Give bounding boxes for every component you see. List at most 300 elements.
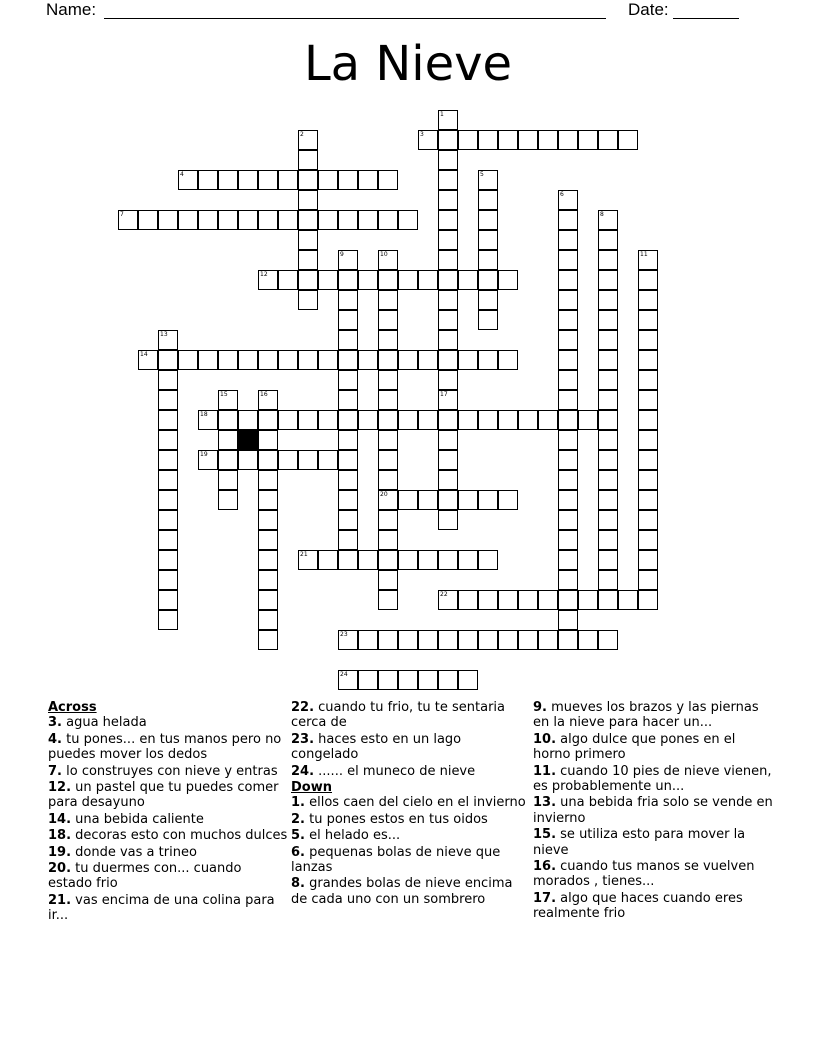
grid-cell[interactable]	[478, 230, 498, 250]
grid-cell[interactable]	[258, 270, 278, 290]
grid-cell[interactable]	[638, 570, 658, 590]
grid-cell[interactable]	[558, 470, 578, 490]
grid-cell[interactable]	[338, 450, 358, 470]
grid-cell[interactable]	[578, 410, 598, 430]
grid-cell[interactable]	[378, 570, 398, 590]
grid-cell[interactable]	[438, 170, 458, 190]
clue-number: 17	[440, 391, 448, 398]
grid-cell[interactable]	[598, 310, 618, 330]
grid-cell[interactable]	[438, 210, 458, 230]
grid-cell[interactable]	[598, 410, 618, 430]
grid-cell[interactable]	[198, 450, 218, 470]
grid-cell[interactable]	[438, 390, 458, 410]
grid-cell[interactable]	[478, 590, 498, 610]
grid-cell[interactable]	[378, 450, 398, 470]
grid-cell[interactable]	[438, 150, 458, 170]
grid-cell[interactable]	[498, 490, 518, 510]
grid-cell[interactable]	[258, 470, 278, 490]
grid-cell[interactable]	[258, 590, 278, 610]
grid-cell[interactable]	[338, 430, 358, 450]
grid-cell[interactable]	[498, 630, 518, 650]
grid-cell[interactable]	[238, 410, 258, 430]
grid-cell[interactable]	[338, 270, 358, 290]
grid-cell[interactable]	[478, 190, 498, 210]
grid-cell[interactable]	[438, 630, 458, 650]
grid-cell[interactable]	[158, 530, 178, 550]
grid-cell[interactable]	[378, 170, 398, 190]
grid-cell[interactable]	[158, 590, 178, 610]
grid-cell[interactable]	[458, 550, 478, 570]
grid-cell[interactable]	[258, 350, 278, 370]
grid-cell[interactable]	[478, 290, 498, 310]
grid-cell[interactable]	[598, 230, 618, 250]
grid-cell[interactable]	[198, 170, 218, 190]
grid-cell[interactable]	[558, 230, 578, 250]
grid-cell[interactable]	[278, 410, 298, 430]
grid-cell[interactable]	[438, 290, 458, 310]
grid-cell[interactable]	[598, 270, 618, 290]
grid-cell[interactable]	[298, 170, 318, 190]
grid-cell[interactable]	[418, 350, 438, 370]
grid-cell[interactable]	[598, 590, 618, 610]
grid-cell[interactable]	[478, 270, 498, 290]
grid-cell[interactable]	[418, 550, 438, 570]
grid-cell[interactable]	[398, 630, 418, 650]
grid-cell[interactable]	[558, 390, 578, 410]
grid-cell[interactable]	[638, 510, 658, 530]
grid-cell[interactable]	[238, 350, 258, 370]
grid-cell[interactable]	[158, 330, 178, 350]
grid-cell[interactable]	[638, 290, 658, 310]
clue-number: 2	[300, 131, 304, 138]
grid-cell[interactable]	[418, 130, 438, 150]
grid-cell[interactable]	[218, 210, 238, 230]
grid-cell[interactable]	[638, 450, 658, 470]
grid-cell[interactable]	[558, 250, 578, 270]
grid-cell[interactable]	[418, 490, 438, 510]
grid-cell[interactable]	[358, 410, 378, 430]
grid-cell[interactable]	[378, 210, 398, 230]
grid-cell[interactable]	[638, 390, 658, 410]
grid-cell[interactable]	[238, 170, 258, 190]
clue-number: 16.	[533, 859, 557, 875]
grid-cell[interactable]	[258, 170, 278, 190]
grid-cell[interactable]	[258, 630, 278, 650]
grid-cell[interactable]	[498, 130, 518, 150]
grid-cell[interactable]	[638, 350, 658, 370]
grid-cell[interactable]	[558, 530, 578, 550]
grid-cell[interactable]	[638, 330, 658, 350]
grid-cell[interactable]	[138, 210, 158, 230]
clue-number: 24.	[291, 763, 315, 779]
grid-cell[interactable]	[638, 430, 658, 450]
grid-cell[interactable]	[618, 130, 638, 150]
grid-cell[interactable]	[438, 450, 458, 470]
grid-cell[interactable]	[558, 350, 578, 370]
grid-cell[interactable]	[218, 490, 238, 510]
grid-cell[interactable]	[158, 490, 178, 510]
grid-cell[interactable]	[558, 410, 578, 430]
grid-cell[interactable]	[638, 590, 658, 610]
grid-cell[interactable]	[438, 110, 458, 130]
grid-cell[interactable]	[458, 410, 478, 430]
grid-cell[interactable]	[638, 310, 658, 330]
grid-cell[interactable]	[478, 130, 498, 150]
grid-cell[interactable]	[378, 630, 398, 650]
grid-cell[interactable]	[438, 430, 458, 450]
grid-cell[interactable]	[598, 490, 618, 510]
grid-cell[interactable]	[378, 290, 398, 310]
grid-cell[interactable]	[438, 590, 458, 610]
grid-cell[interactable]	[478, 250, 498, 270]
grid-cell[interactable]	[578, 630, 598, 650]
grid-cell[interactable]	[438, 470, 458, 490]
grid-cell[interactable]	[338, 290, 358, 310]
grid-cell[interactable]	[218, 350, 238, 370]
grid-cell[interactable]	[598, 470, 618, 490]
grid-cell[interactable]	[438, 130, 458, 150]
grid-cell[interactable]	[558, 450, 578, 470]
grid-cell[interactable]	[558, 430, 578, 450]
grid-cell[interactable]	[298, 270, 318, 290]
grid-cell[interactable]	[558, 570, 578, 590]
grid-cell[interactable]	[478, 490, 498, 510]
grid-cell[interactable]	[538, 590, 558, 610]
grid-cell[interactable]	[218, 390, 238, 410]
grid-cell[interactable]	[398, 270, 418, 290]
grid-cell[interactable]	[438, 550, 458, 570]
grid-cell[interactable]	[318, 450, 338, 470]
grid-cell[interactable]	[558, 310, 578, 330]
grid-cell[interactable]	[338, 330, 358, 350]
grid-cell[interactable]	[158, 610, 178, 630]
grid-cell[interactable]	[318, 550, 338, 570]
grid-cell[interactable]	[358, 550, 378, 570]
grid-cell[interactable]	[558, 270, 578, 290]
grid-cell[interactable]	[598, 250, 618, 270]
clue-number: 7	[120, 211, 124, 218]
grid-cell[interactable]	[378, 470, 398, 490]
grid-cell[interactable]	[298, 290, 318, 310]
grid-cell[interactable]	[438, 230, 458, 250]
grid-cell[interactable]	[458, 490, 478, 510]
grid-cell[interactable]	[638, 410, 658, 430]
grid-cell[interactable]	[318, 410, 338, 430]
grid-cell[interactable]	[158, 390, 178, 410]
grid-cell[interactable]	[478, 350, 498, 370]
grid-cell[interactable]	[438, 510, 458, 530]
grid-cell[interactable]	[638, 250, 658, 270]
grid-cell[interactable]	[578, 590, 598, 610]
grid-cell[interactable]	[638, 270, 658, 290]
grid-cell[interactable]	[438, 270, 458, 290]
grid-cell[interactable]	[598, 290, 618, 310]
grid-cell[interactable]	[158, 510, 178, 530]
grid-cell[interactable]	[158, 550, 178, 570]
grid-cell[interactable]	[258, 510, 278, 530]
grid-cell[interactable]	[378, 350, 398, 370]
grid-cell[interactable]	[378, 330, 398, 350]
grid-cell[interactable]	[398, 410, 418, 430]
grid-cell[interactable]	[638, 470, 658, 490]
grid-cell[interactable]	[438, 490, 458, 510]
grid-cell[interactable]	[638, 370, 658, 390]
grid-cell[interactable]	[338, 410, 358, 430]
grid-cell[interactable]	[258, 570, 278, 590]
clue-number: 14	[140, 351, 148, 358]
grid-cell[interactable]	[358, 630, 378, 650]
grid-cell[interactable]	[338, 170, 358, 190]
grid-cell[interactable]	[338, 370, 358, 390]
grid-cell[interactable]	[298, 210, 318, 230]
grid-cell[interactable]	[558, 550, 578, 570]
grid-cell[interactable]	[458, 590, 478, 610]
grid-cell[interactable]	[598, 350, 618, 370]
grid-cell[interactable]	[438, 350, 458, 370]
grid-cell[interactable]	[558, 190, 578, 210]
grid-cell[interactable]	[258, 530, 278, 550]
grid-cell[interactable]	[338, 390, 358, 410]
grid-cell[interactable]	[158, 450, 178, 470]
grid-cell[interactable]	[418, 630, 438, 650]
grid-cell[interactable]	[338, 470, 358, 490]
grid-cell[interactable]	[458, 630, 478, 650]
grid-cell[interactable]	[598, 370, 618, 390]
grid-cell[interactable]	[558, 130, 578, 150]
grid-cell[interactable]	[378, 370, 398, 390]
grid-cell[interactable]	[278, 270, 298, 290]
grid-cell[interactable]	[158, 410, 178, 430]
grid-cell[interactable]	[478, 410, 498, 430]
grid-cell[interactable]	[518, 630, 538, 650]
grid-cell[interactable]	[158, 470, 178, 490]
grid-cell[interactable]	[378, 590, 398, 610]
grid-cell[interactable]	[498, 590, 518, 610]
grid-cell[interactable]	[218, 410, 238, 430]
grid-cell[interactable]	[258, 450, 278, 470]
grid-cell[interactable]	[458, 350, 478, 370]
grid-cell[interactable]	[378, 530, 398, 550]
grid-cell[interactable]	[518, 410, 538, 430]
grid-cell[interactable]	[498, 350, 518, 370]
grid-cell[interactable]	[298, 410, 318, 430]
grid-cell[interactable]	[558, 610, 578, 630]
grid-cell[interactable]	[398, 550, 418, 570]
grid-cell[interactable]	[598, 630, 618, 650]
grid-cell[interactable]	[378, 250, 398, 270]
grid-cell[interactable]	[158, 430, 178, 450]
grid-cell[interactable]	[278, 350, 298, 370]
grid-cell[interactable]	[598, 330, 618, 350]
grid-cell[interactable]	[218, 470, 238, 490]
grid-cell[interactable]	[338, 510, 358, 530]
clue-number: 10	[380, 251, 388, 258]
grid-cell[interactable]	[218, 430, 238, 450]
grid-cell[interactable]	[558, 590, 578, 610]
grid-cell[interactable]	[578, 130, 598, 150]
grid-cell[interactable]	[278, 170, 298, 190]
grid-cell[interactable]	[258, 410, 278, 430]
grid-cell[interactable]	[598, 570, 618, 590]
grid-cell[interactable]	[458, 270, 478, 290]
grid-cell[interactable]	[438, 410, 458, 430]
grid-cell[interactable]	[198, 210, 218, 230]
grid-cell[interactable]	[338, 210, 358, 230]
grid-cell[interactable]	[378, 430, 398, 450]
grid-cell[interactable]	[558, 510, 578, 530]
grid-cell[interactable]	[378, 490, 398, 510]
clue-text: ...... el muneco de nieve	[314, 763, 476, 779]
grid-cell[interactable]	[378, 410, 398, 430]
grid-cell[interactable]	[438, 310, 458, 330]
clue-number: 22	[440, 591, 448, 598]
grid-cell[interactable]	[358, 350, 378, 370]
grid-cell[interactable]	[598, 210, 618, 230]
grid-cell[interactable]	[258, 430, 278, 450]
grid-cell[interactable]	[398, 210, 418, 230]
grid-cell[interactable]	[338, 530, 358, 550]
grid-cell[interactable]	[338, 670, 358, 690]
grid-cell[interactable]	[278, 450, 298, 470]
grid-cell[interactable]	[538, 630, 558, 650]
grid-cell[interactable]	[538, 410, 558, 430]
grid-cell[interactable]	[558, 490, 578, 510]
grid-cell[interactable]	[478, 170, 498, 190]
grid-cell[interactable]	[438, 330, 458, 350]
grid-cell[interactable]	[418, 410, 438, 430]
grid-cell[interactable]	[298, 190, 318, 210]
grid-cell[interactable]	[298, 450, 318, 470]
grid-cell[interactable]	[558, 290, 578, 310]
grid-cell[interactable]	[378, 270, 398, 290]
grid-cell[interactable]	[318, 270, 338, 290]
grid-cell[interactable]	[458, 130, 478, 150]
grid-cell[interactable]	[498, 410, 518, 430]
grid-cell[interactable]	[358, 210, 378, 230]
grid-cell[interactable]	[338, 490, 358, 510]
grid-cell[interactable]	[258, 550, 278, 570]
grid-cell[interactable]	[518, 130, 538, 150]
grid-cell[interactable]	[298, 230, 318, 250]
grid-cell[interactable]	[478, 210, 498, 230]
grid-cell[interactable]	[278, 210, 298, 230]
grid-cell[interactable]	[478, 550, 498, 570]
grid-cell[interactable]	[318, 210, 338, 230]
grid-cell[interactable]	[298, 350, 318, 370]
grid-cell[interactable]	[338, 310, 358, 330]
grid-cell[interactable]	[438, 250, 458, 270]
grid-cell[interactable]	[458, 670, 478, 690]
grid-cell[interactable]	[338, 630, 358, 650]
grid-cell[interactable]	[598, 510, 618, 530]
grid-cell[interactable]	[158, 370, 178, 390]
clue-text: pequenas bolas de nieve que lanzas	[291, 844, 501, 876]
grid-cell[interactable]	[618, 590, 638, 610]
grid-cell[interactable]	[158, 570, 178, 590]
grid-cell[interactable]	[598, 430, 618, 450]
grid-cell[interactable]	[258, 490, 278, 510]
clue-number: 12.	[48, 780, 72, 796]
grid-cell[interactable]	[298, 130, 318, 150]
grid-cell[interactable]	[558, 330, 578, 350]
grid-cell[interactable]	[158, 210, 178, 230]
grid-cell[interactable]	[638, 550, 658, 570]
grid-cell[interactable]	[338, 250, 358, 270]
grid-cell[interactable]	[338, 550, 358, 570]
grid-cell[interactable]	[538, 130, 558, 150]
grid-cell[interactable]	[358, 270, 378, 290]
grid-cell[interactable]	[318, 350, 338, 370]
grid-cell[interactable]	[598, 450, 618, 470]
grid-cell[interactable]	[238, 210, 258, 230]
clue	[48, 845, 288, 860]
grid-cell[interactable]	[178, 350, 198, 370]
clue-text: lo construyes con nieve y entras	[61, 763, 278, 779]
grid-cell[interactable]	[298, 250, 318, 270]
grid-cell[interactable]	[558, 630, 578, 650]
grid-cell[interactable]	[378, 310, 398, 330]
grid-cell[interactable]	[398, 670, 418, 690]
grid-cell[interactable]	[418, 670, 438, 690]
grid-cell[interactable]	[218, 170, 238, 190]
grid-cell[interactable]	[258, 610, 278, 630]
grid-cell[interactable]	[478, 630, 498, 650]
grid-cell[interactable]	[118, 210, 138, 230]
grid-cell[interactable]	[298, 150, 318, 170]
grid-cell[interactable]	[178, 210, 198, 230]
grid-cell[interactable]	[498, 270, 518, 290]
grid-cell[interactable]	[178, 170, 198, 190]
grid-cell[interactable]	[398, 350, 418, 370]
grid-cell[interactable]	[398, 490, 418, 510]
grid-cell[interactable]	[418, 270, 438, 290]
grid-cell[interactable]	[378, 550, 398, 570]
grid-cell[interactable]	[438, 370, 458, 390]
grid-cell[interactable]	[478, 310, 498, 330]
grid-cell[interactable]	[558, 370, 578, 390]
grid-cell[interactable]	[138, 350, 158, 370]
grid-cell[interactable]	[598, 550, 618, 570]
grid-cell[interactable]	[598, 130, 618, 150]
grid-cell[interactable]	[558, 210, 578, 230]
grid-cell[interactable]	[218, 450, 238, 470]
clue-text: haces esto en un lago congelado	[291, 731, 462, 763]
grid-cell[interactable]	[518, 590, 538, 610]
grid-cell[interactable]	[338, 350, 358, 370]
grid-cell[interactable]	[258, 390, 278, 410]
grid-cell[interactable]	[438, 670, 458, 690]
grid-cell[interactable]	[638, 530, 658, 550]
grid-cell[interactable]	[238, 450, 258, 470]
grid-cell[interactable]	[158, 350, 178, 370]
clue	[291, 876, 531, 907]
grid-cell[interactable]	[378, 390, 398, 410]
grid-cell[interactable]	[298, 550, 318, 570]
grid-cell[interactable]	[638, 490, 658, 510]
grid-cell[interactable]	[438, 190, 458, 210]
grid-cell[interactable]	[358, 670, 378, 690]
grid-cell[interactable]	[598, 530, 618, 550]
grid-cell[interactable]	[358, 170, 378, 190]
grid-cell[interactable]	[318, 170, 338, 190]
grid-cell[interactable]	[258, 210, 278, 230]
grid-cell[interactable]	[378, 670, 398, 690]
grid-cell[interactable]	[198, 350, 218, 370]
grid-cell[interactable]	[378, 510, 398, 530]
clues-column-1	[48, 700, 288, 925]
grid-cell[interactable]	[598, 390, 618, 410]
grid-cell[interactable]	[198, 410, 218, 430]
